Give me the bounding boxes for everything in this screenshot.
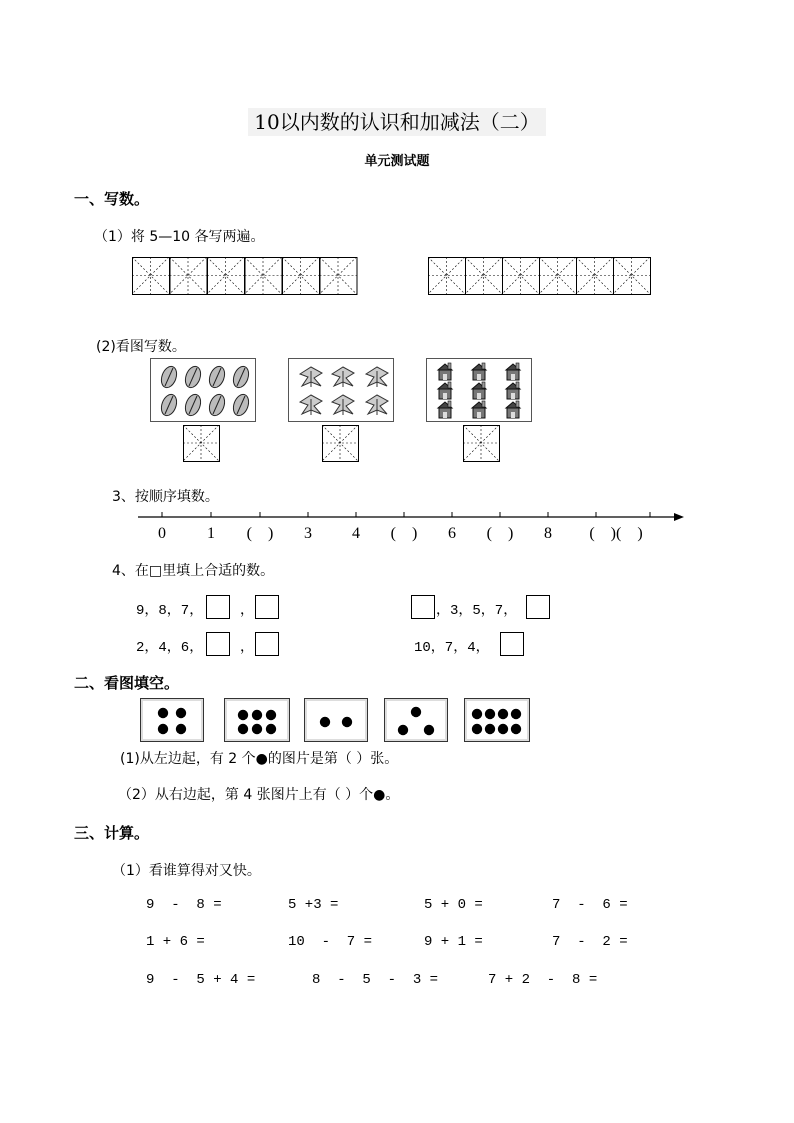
number-line-label: 1 [207,525,215,542]
plant-icon [332,367,354,387]
sequence-2: ，3，5，7， [436,603,518,619]
dot-icon [176,708,186,718]
q3-label: 3、按顺序填数。 [112,489,219,505]
answer-box[interactable] [255,595,279,619]
houses-picture [426,358,532,422]
leaf-icon [159,364,180,389]
plant-icon [366,367,388,387]
sequence-1: 9，8，7， [136,603,204,619]
page-title: 10以内数的认识和加减法（二） [0,106,794,135]
dot-icon [485,709,495,719]
plant-icon [332,395,354,415]
dot-icon [472,709,482,719]
dot-icon [158,708,168,718]
writing-cell[interactable] [613,257,651,295]
q4-label: 4、在□里填上合适的数。 [112,563,275,579]
dot-icon [511,724,521,734]
dot-icon [158,724,168,734]
q2-label: (2)看图写数。 [96,339,186,355]
sequence-3: 2，4，6， [136,640,204,656]
writing-cell[interactable] [170,257,208,295]
answer-box[interactable] [206,595,230,619]
writing-cell[interactable] [320,257,358,295]
dot-cards [140,698,540,742]
writing-cell[interactable] [576,257,614,295]
number-line-label: 4 [352,525,360,542]
calc-item: 7 - 6 = [552,897,628,913]
writing-cell[interactable] [183,425,220,462]
section1-heading: 一、写数。 [74,190,150,208]
s2-q2: （2）从右边起，第 4 张图片上有（ ）个●。 [118,787,400,803]
house-icon [506,401,520,418]
calc-item: 5 + 0 = [424,897,483,913]
dot-card [464,698,530,742]
dot-icon [238,710,248,720]
leaf-icon [231,364,252,389]
number-line [136,508,686,544]
writing-grid-right[interactable] [428,257,652,297]
writing-grid-left[interactable] [132,257,362,297]
leaf-icon [183,392,204,417]
section3-heading: 三、计算。 [74,824,150,842]
writing-cell[interactable] [465,257,503,295]
s3-q1: （1）看谁算得对又快。 [112,863,261,879]
calc-item: 5 +3 = [288,897,339,913]
comma: ， [240,640,254,656]
house-icon [438,401,452,418]
plants-picture [288,358,394,422]
page-subtitle: 单元测试题 [364,154,430,169]
dot-card [384,698,448,742]
writing-cell[interactable] [245,257,283,295]
dot-icon [472,724,482,734]
leaves-picture [150,358,256,422]
calc-item: 8 - 5 - 3 = [312,972,439,988]
number-line-label: 0 [158,525,166,542]
dot-icon [498,724,508,734]
leaf-icon-group [151,359,255,421]
writing-cell[interactable] [322,425,359,462]
calc-item: 7 + 2 - 8 = [488,972,598,988]
leaf-icon [159,392,180,417]
answer-box[interactable] [255,632,279,656]
comma: ， [240,603,254,619]
number-line-label: 6 [448,525,456,542]
house-icon [438,382,452,399]
number-line-label: ( )( ) [589,525,643,542]
writing-cell[interactable] [132,257,170,295]
leaf-icon [207,364,228,389]
answer-box[interactable] [206,632,230,656]
dot-icon [411,707,421,717]
writing-cell[interactable] [502,257,540,295]
plant-icon [300,367,322,387]
dot-icon [485,724,495,734]
answer-box[interactable] [526,595,550,619]
plant-icon [300,395,322,415]
section2-heading: 二、看图填空。 [74,674,180,692]
dot-card [224,698,290,742]
dot-icon [266,724,276,734]
house-icon [472,401,486,418]
answer-box[interactable] [411,595,435,619]
house-icon [506,382,520,399]
dot-icon [424,725,434,735]
house-icon [472,382,486,399]
leaf-icon [207,392,228,417]
dot-icon [498,709,508,719]
writing-cell[interactable] [207,257,245,295]
arrow-right-icon [674,513,684,521]
dot-card [140,698,204,742]
writing-cell[interactable] [463,425,500,462]
answer-grid-leaves[interactable] [183,425,221,463]
plant-icon [366,395,388,415]
house-icon [506,363,520,380]
answer-grid-plants[interactable] [322,425,360,463]
plant-icon-group [289,359,393,421]
calc-item: 1 + 6 = [146,934,205,950]
number-line-label: 8 [544,525,552,542]
dot-icon [252,710,262,720]
dot-icon [252,724,262,734]
dot-icon [320,717,330,727]
house-icon [472,363,486,380]
dot-icon [342,717,352,727]
number-line-label: ( ) [486,525,514,542]
calc-item: 9 - 5 + 4 = [146,972,256,988]
dot-icon [238,724,248,734]
number-line-label: 3 [304,525,312,542]
q1-label: （1）将 5—10 各写两遍。 [94,229,265,245]
calc-item: 10 - 7 = [288,934,373,950]
house-icon [438,363,452,380]
sequence-4: 10，7，4， [414,640,490,656]
dot-icon [266,710,276,720]
house-icon-group [427,359,531,421]
s2-q1: (1)从左边起，有 2 个●的图片是第（ ）张。 [120,751,399,767]
writing-cell[interactable] [428,257,466,295]
leaf-icon [183,364,204,389]
leaf-icon [231,392,252,417]
answer-grid-houses[interactable] [463,425,501,463]
writing-cell[interactable] [539,257,577,295]
dot-card [304,698,368,742]
calc-item: 9 + 1 = [424,934,483,950]
answer-box[interactable] [500,632,524,656]
dot-icon [176,724,186,734]
dot-icon [511,709,521,719]
number-line-label: ( ) [246,525,274,542]
number-line-label: ( ) [390,525,418,542]
calc-item: 9 - 8 = [146,897,222,913]
calc-item: 7 - 2 = [552,934,628,950]
writing-cell[interactable] [282,257,320,295]
dot-icon [398,725,408,735]
